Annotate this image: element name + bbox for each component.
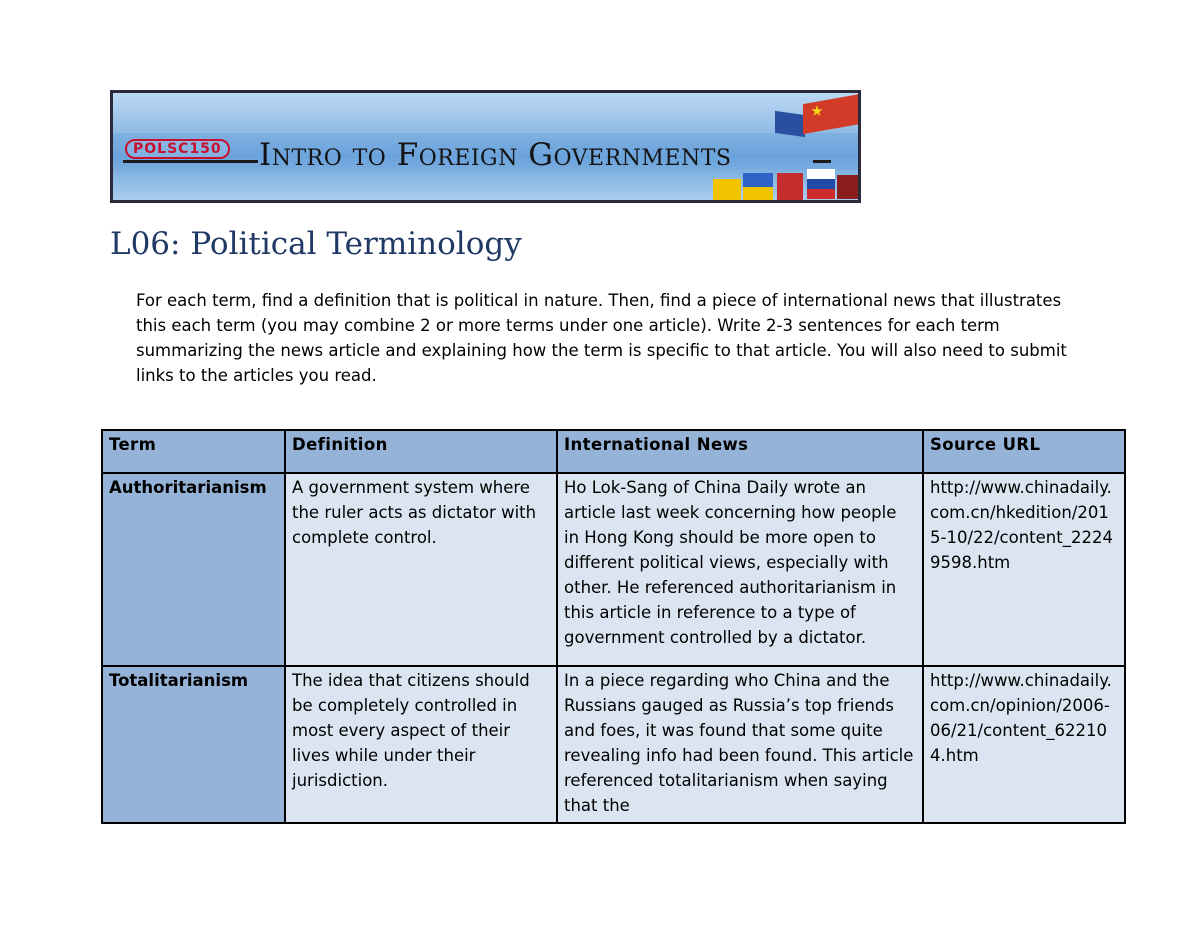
flag-graphic <box>807 179 835 189</box>
definition-cell: A government system where the ruler acts as dictator with complete control. <box>285 473 557 666</box>
banner-sky <box>113 93 858 133</box>
flag-graphic <box>807 189 835 199</box>
source-url-cell: http://www.chinadaily.com.cn/hkedition/2015-10/22/content_22249598.htm <box>923 473 1125 666</box>
banner-title: Intro to Foreign Governments <box>259 137 732 173</box>
instructions-paragraph: For each term, find a definition that is political in nature. Then, find a piece of international news that illustrates this each term (you may combine 2 or more terms under one article). Write 2-3 sentences for each term summarizing the news article and explaining how the term is specific to that article. You will also need to submit links to the articles you read. <box>136 291 1067 385</box>
header-international-news: International News <box>557 430 923 473</box>
news-cell: In a piece regarding who China and the Russians gauged as Russia’s top friends and foes, it was found that some quite revealing info had been found. This article referenced totalitarianism when saying that the <box>557 666 923 823</box>
table-row <box>102 473 1125 666</box>
term-cell: Authoritarianism <box>102 473 285 666</box>
flag-graphic <box>775 111 805 137</box>
source-url-cell: http://www.chinadaily.com.cn/opinion/2006-06/21/content_622104.htm <box>923 666 1125 823</box>
banner-rule <box>813 160 831 163</box>
flag-graphic <box>777 173 803 201</box>
flag-graphic <box>837 175 861 199</box>
flag-graphic <box>743 187 773 201</box>
course-code: POLSC150 <box>125 139 230 159</box>
course-banner <box>110 90 861 203</box>
flag-graphic <box>743 173 773 187</box>
header-source-url: Source URL <box>923 430 1125 473</box>
definition-cell: The idea that citizens should be completely controlled in most every aspect of their lives while under their jurisdiction. <box>285 666 557 823</box>
banner-rule <box>123 160 258 163</box>
header-term: Term <box>102 430 285 473</box>
term-cell: Totalitarianism <box>102 666 285 823</box>
header-definition: Definition <box>285 430 557 473</box>
flag-graphic <box>807 169 835 179</box>
terms-table <box>101 429 1126 824</box>
page-title: L06: Political Terminology <box>110 226 522 262</box>
flag-graphic <box>713 179 741 201</box>
table-row <box>102 666 1125 823</box>
news-cell: Ho Lok-Sang of China Daily wrote an article last week concerning how people in Hong Kong should be more open to different political views, especially with other. He referenced authoritarianism in this article in reference to a type of government controlled by a dictator. <box>557 473 923 666</box>
table-header-row <box>102 430 1125 473</box>
